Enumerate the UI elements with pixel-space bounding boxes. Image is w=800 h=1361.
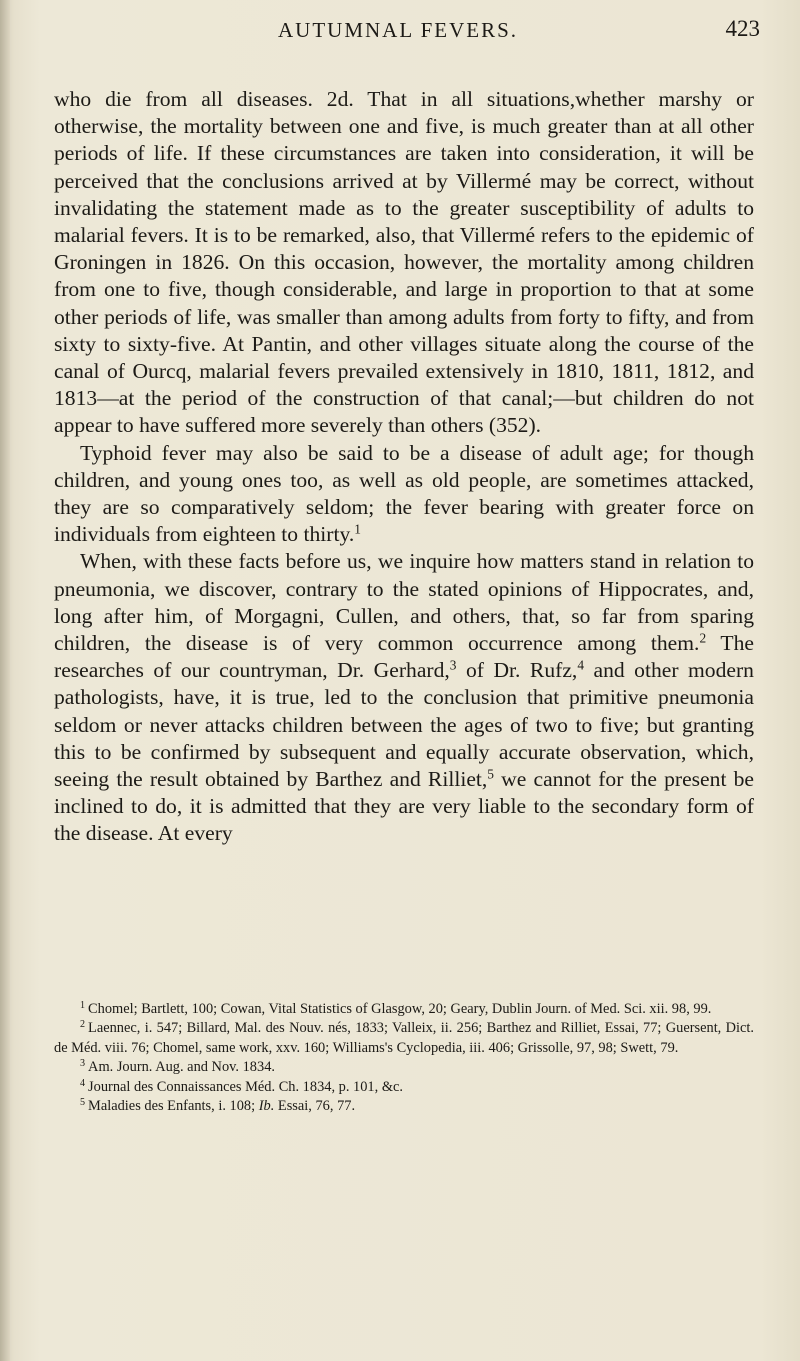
page-spine-shadow <box>0 0 10 1361</box>
paragraph-1 <box>54 86 754 440</box>
paragraph-2 <box>54 440 754 549</box>
footnote-mark-5: 5 <box>80 1097 86 1108</box>
footnote-ref-4: 4 <box>577 657 584 673</box>
paragraph-2-text: Typhoid fever may also be said to be a disease of adult age; for though children, and young ones too, as well as old people, are sometimes attacked, they are so comparatively seldom; the fever bearing with greater force on individuals from eighteen to thirty. <box>54 440 754 547</box>
footnote-2 <box>54 1019 754 1058</box>
footnote-text-5b: Essai, 76, 77. <box>274 1098 356 1115</box>
paragraph-3 <box>54 548 754 847</box>
footnote-5 <box>54 1097 754 1116</box>
footnote-3 <box>54 1058 754 1077</box>
paragraph-3-text-e: we cannot for the present be inclined to do, it is admitted that they are very liable to the secondary form of the disease. At every <box>54 767 754 846</box>
footnote-text-3: Am. Journ. Aug. and Nov. 1834. <box>88 1059 275 1076</box>
footnote-text-1: Chomel; Bartlett, 100; Cowan, Vital Statistics of Glasgow, 20; Geary, Dublin Journ. of Med. Sci. xii. 98, 99. <box>88 1001 712 1017</box>
paragraph-1-text: who die from all diseases. 2d. That in all situations,whether marshy or otherwise, the mortality between one and five, is much greater than at all other periods of life. If these circumstances are taken into consideration, it will be perceived that the conclusions arrived at by Villermé may be correct, without invalidating the statement made as to the greater susceptibility of adults to malarial fevers. It is to be remarked, also, that Villermé refers to the epidemic of Groningen in 1826. On this occasion, however, the mortality among children from one to five, though considerable, and large in proportion to that at some other periods of life, was smaller than among adults from forty to fifty, and from sixty to sixty-five. At Pantin, and other villages situate along the course of the canal of Ourcq, malarial fevers prevailed extensively in 1810, 1811, 1812, and 1813—at the period of the construction of that canal;—but children do not appear to have suffered more severely than others (352). <box>54 87 754 438</box>
paragraph-3-text-b: The researches of our countryman, Dr. Gerhard, <box>54 631 754 683</box>
footnote-ref-2: 2 <box>699 630 707 646</box>
footnote-4 <box>54 1078 754 1097</box>
page-number: 423 <box>725 16 760 41</box>
footnote-mark-3: 3 <box>80 1058 86 1070</box>
footnote-text-4: Journal des Connaissances Méd. Ch. 1834, p. 101, &c. <box>88 1078 404 1095</box>
footnote-text-5-ibid: Ib. <box>258 1098 275 1115</box>
paragraph-3-text-d: and other modern pathologists, have, it is true, led to the conclusion that primitive pneumonia seldom or never attacks children between the ages of two to five; but granting this to be confirmed by subsequent and equally accurate observation, which, seeing the result obtained by Barthez and Rilliet, <box>54 658 754 792</box>
footnote-mark-1: 1 <box>80 999 86 1011</box>
footnote-mark-2: 2 <box>80 1019 86 1031</box>
footnote-ref-3: 3 <box>449 657 457 673</box>
footnotes <box>54 1000 754 1116</box>
footnote-ref-1: 1 <box>354 521 361 537</box>
footnote-1 <box>54 1000 754 1019</box>
footnote-mark-4: 4 <box>80 1077 86 1089</box>
running-title: AUTUMNAL FEVERS. <box>278 18 519 42</box>
footnote-ref-5: 5 <box>487 766 494 782</box>
page-header <box>0 12 800 46</box>
paragraph-3-text-c: of Dr. Rufz, <box>456 658 578 683</box>
paragraph-3-text-a: When, with these facts before us, we inquire how matters stand in relation to pneumonia, we discover, contrary to the stated opinions of Hippocrates, and, long after him, of Morgagni, Cullen, and others, that, so far from sparing children, the disease is of very common occurrence among them. <box>54 549 754 656</box>
footnote-text-5a: Maladies des Enfants, i. 108; <box>88 1098 259 1115</box>
body-text <box>54 86 754 848</box>
footnote-text-2: Laennec, i. 547; Billard, Mal. des Nouv. nés, 1833; Valleix, ii. 256; Barthez and Rilliet, Essai, 77; Guersent, Dict. de Méd. viii. 76; Chomel, same work, xxv. 160; Williams's Cyclopedia, iii. 406; Grissolle, 97, 98; Swett, 79. <box>54 1020 754 1056</box>
